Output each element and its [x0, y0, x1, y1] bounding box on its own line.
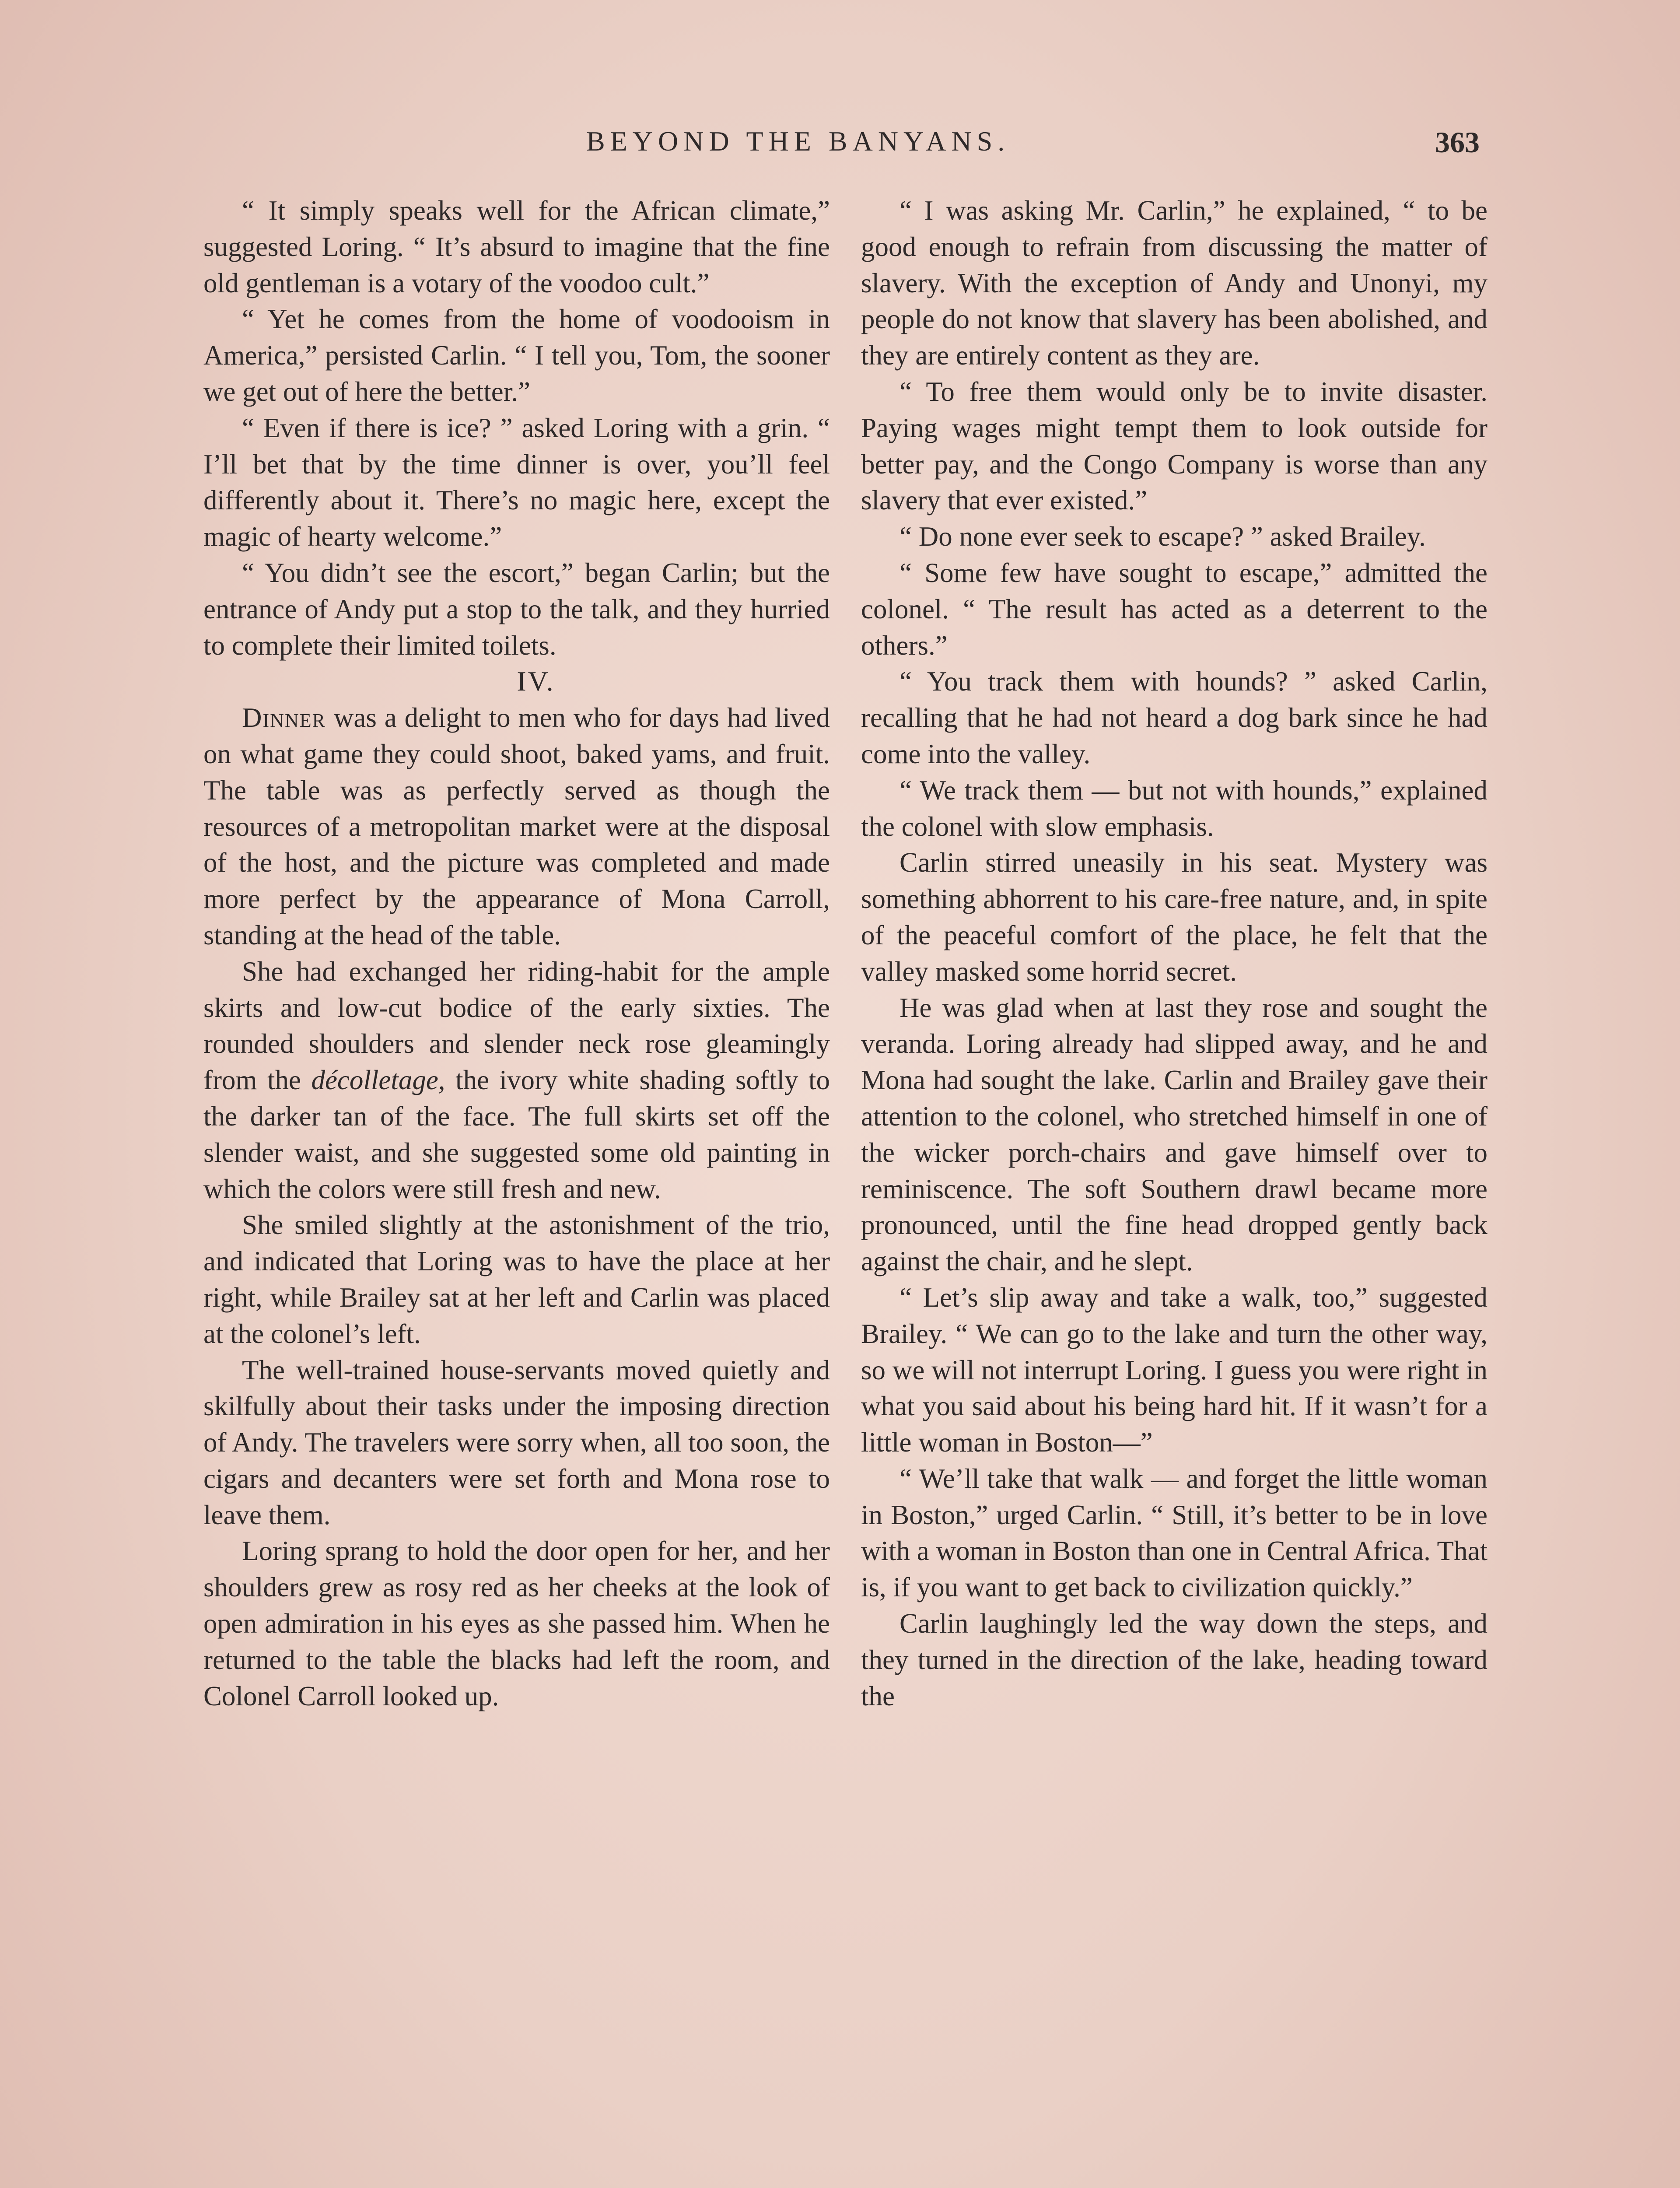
paragraph: “ We’ll take that walk — and forget the little woman in Boston,” urged Carlin. “ Still, it’s better to be in love with a woman in Boston than one in Central Africa. That is, if you want to get back to civilization quickly.”	[861, 1463, 1488, 1603]
paragraph: “ Let’s slip away and take a walk, too,” suggested Brailey. “ We can go to the lake and turn the other way, so we will not interrupt Loring. I guess you were right in what you said about his being hard hit. If it wasn’t for a little woman in Boston—”	[861, 1282, 1488, 1458]
paragraph: She smiled slightly at the astonishment of the trio, and indicated that Loring was to have the place at her right, while Brailey sat at her left and Carlin was placed at the colonel’s left.	[203, 1210, 830, 1349]
paragraph-text: the ivory white shading softly to the darker tan of the face. The full skirts set off the slender waist, and she suggested some old painting in which the colors were still fresh and new.	[203, 1065, 830, 1204]
paragraph: Carlin stirred uneasily in his seat. Mystery was something abhorrent to his care-free nature, and, in spite of the peaceful comfort of the place, he felt that the valley masked some horrid secret.	[861, 847, 1488, 987]
page-number: 363	[1435, 126, 1480, 159]
paragraph: “ You track them with hounds? ” asked Carlin, recalling that he had not heard a dog bark since he had come into the valley.	[861, 666, 1488, 769]
paragraph: “ I was asking Mr. Carlin,” he explained, “ to be good enough to refrain from discussing the matter of slavery. With the exception of Andy and Unonyi, my people do not know that slavery has been abolished, and they are entirely content as they are.	[861, 195, 1488, 371]
paragraph-text: was a delight to men who for days had lived on what game they could shoot, baked yams, and fruit. The table was as perfectly served as though the resources of a metropolitan market were at the disposal of the host, and the picture was completed and made more perfect by the appearance of Mona Carroll, standing at the head of the table.	[203, 702, 830, 950]
paragraph: “ It simply speaks well for the African climate,” suggested Loring. “ It’s absurd to imagine that the fine old gentleman is a votary of the voodoo cult.”	[203, 195, 830, 298]
paragraph	[203, 700, 830, 954]
paragraph: Carlin laughingly led the way down the steps, and they turned in the direction of the lake, heading toward the	[861, 1608, 1488, 1711]
paragraph: The well-trained house-servants moved quietly and skilfully about their tasks under the imposing direction of Andy. The travelers were sorry when, all too soon, the cigars and decanters were set forth and Mona rose to leave them.	[203, 1354, 830, 1530]
italic-word: décolletage,	[311, 1065, 445, 1096]
paragraph: “ Even if there is ice? ” asked Loring with a grin. “ I’ll bet that by the time dinner is over, you’ll feel differently about it. There’s no magic here, except the magic of hearty welcome.”	[203, 412, 830, 552]
paragraph: “ To free them would only be to invite disaster. Paying wages might tempt them to look outside for better pay, and the Congo Company is worse than any slavery that ever existed.”	[861, 376, 1488, 516]
paragraph: “ You didn’t see the escort,” began Carlin; but the entrance of Andy put a stop to the talk, and they hurried to complete their limited toilets.	[203, 557, 830, 661]
paragraph: He was glad when at last they rose and sought the veranda. Loring already had slipped away, and he and Mona had sought the lake. Carlin and Brailey gave their attention to the colonel, who stretched himself in one of the wicker porch-chairs and gave himself over to reminiscence. The soft Southern drawl became more pronounced, until the fine head dropped gently back against the chair, and he slept.	[861, 992, 1488, 1277]
right-column	[861, 193, 1488, 1714]
paragraph: “ Yet he comes from the home of voodooism in America,” persisted Carlin. “ I tell you, Tom, the sooner we get out of here the better.”	[203, 304, 830, 407]
paragraph: Loring sprang to hold the door open for her, and her shoulders grew as rosy red as her cheeks at the look of open admiration in his eyes as she passed him. When he returned to the table the blacks had left the room, and Colonel Carroll looked up.	[203, 1536, 830, 1711]
chapter-heading: IV.	[517, 666, 555, 697]
paragraph: “ Some few have sought to escape,” admitted the colonel. “ The result has acted as a deterrent to the others.”	[861, 557, 1488, 661]
running-title: BEYOND THE BANYANS.	[586, 126, 1010, 157]
paragraph: “ We track them — but not with hounds,” explained the colonel with slow emphasis.	[861, 775, 1488, 842]
paragraph	[203, 954, 830, 1207]
paragraph: “ Do none ever seek to escape? ” asked Brailey.	[900, 521, 1426, 552]
left-column	[203, 193, 830, 1714]
drop-word: Dinner	[242, 702, 326, 733]
paragraph-text: She had exchanged her riding-habit for the ample skirts and low-cut bodice of the early sixties. The rounded shoulders and slender neck rose gleamingly from the	[203, 956, 830, 1096]
